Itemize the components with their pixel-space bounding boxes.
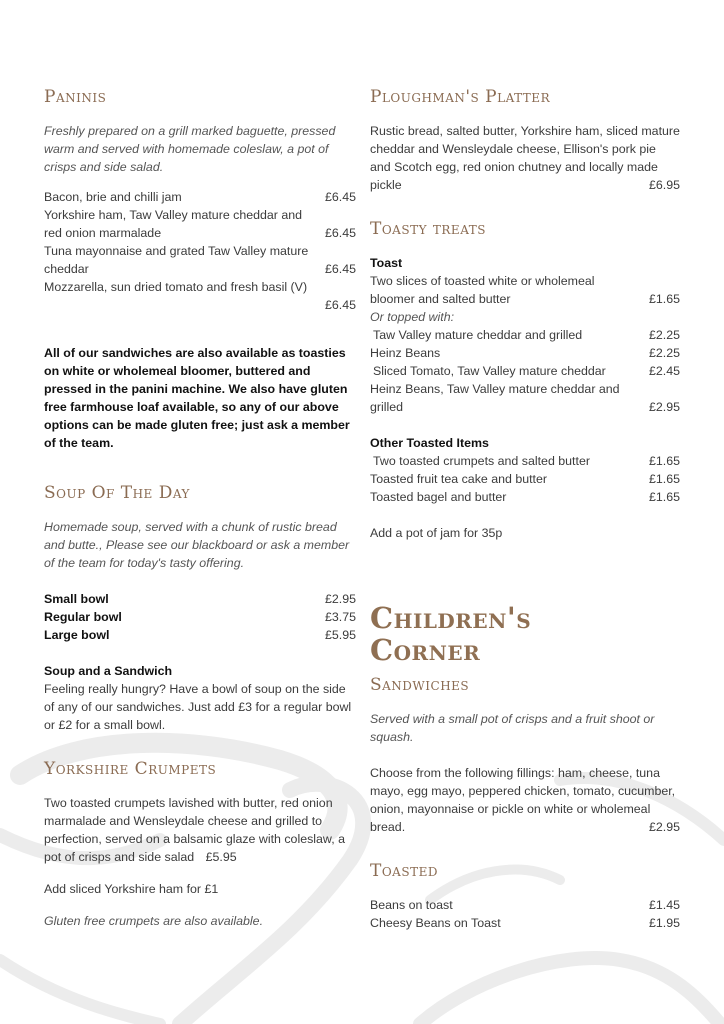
fillings-desc [370,764,680,836]
other-toasted-title: Other Toasted Items [370,436,489,450]
item-price: £2.25 [648,328,680,342]
menu-item [370,380,680,416]
item-price: £1.65 [648,454,680,468]
item-name: Cheesy Beans on Toast [370,916,501,930]
sandwiches-intro: Served with a small pot of crisps and a fruit shoot or squash. [370,712,655,744]
item-price: £2.45 [648,364,680,378]
item-price: £1.65 [648,472,680,486]
item-price: £1.95 [648,916,680,930]
childrens-title-line2: Corner [370,633,481,667]
item-price: £6.45 [324,226,356,240]
sandwiches-title: Sandwiches [370,675,470,695]
ploughman-price: £6.95 [648,178,680,192]
soup-sizes [44,590,356,644]
item-name: Yorkshire ham, Taw Valley mature cheddar and red onion marmalade [44,208,303,240]
soup-title: Soup Of The Day [44,483,190,503]
item-name: Mozzarella, sun dried tomato and fresh basil (V) [44,280,308,294]
crumpets-gf-note: Gluten free crumpets are also available. [44,914,264,928]
toast-title: Toast [370,256,403,270]
item-name: Beans on toast [370,898,453,912]
menu-item [44,590,356,608]
crumpets-addon: Add sliced Yorkshire ham for £1 [44,882,219,896]
menu-item [370,470,680,488]
menu-item [44,206,356,242]
fillings-text: Choose from the following fillings: ham, cheese, tuna mayo, egg mayo, peppered chicken, tomato, cucumber, onion, mayonnaise or pickle on white or wholemeal bread. [370,766,676,834]
item-name: Taw Valley mature cheddar and grilled [373,328,583,342]
other-toasted-list [370,452,680,506]
crumpets-price: £5.95 [205,850,237,864]
item-name: Bacon, brie and chilli jam [44,190,182,204]
crumpets-title: Yorkshire Crumpets [44,759,217,779]
item-name: Heinz Beans [370,346,441,360]
menu-item [44,626,356,644]
ploughman-title: Ploughman's Platter [370,87,551,107]
soup-intro: Homemade soup, served with a chunk of rustic bread and butte., Please see our blackboard or ask a member of the team for today's tasty offering. [44,520,350,570]
childrens-corner-title [370,602,680,666]
item-name: Heinz Beans, Taw Valley mature cheddar and grilled [370,382,620,414]
item-price: £6.45 [324,298,356,312]
soup-combo-title: Soup and a Sandwich [44,664,173,678]
item-price: £6.45 [324,190,356,204]
item-name: Two slices of toasted white or wholemeal bloomer and salted butter [370,274,595,306]
menu-item [370,488,680,506]
menu-item [44,188,356,206]
menu-item [370,362,680,380]
sandwich-notice: All of our sandwiches are also available as toasties on white or wholemeal bloomer, buttered and pressed in the panini machine. We also have gluten free farmhouse loaf available, so any of our above options can be made gluten free; just ask a member of the team. [44,346,350,450]
crumpets-desc-text: Two toasted crumpets lavished with butter, red onion marmalade and Wensleydale cheese and grilled to perfection, served on a balsamic glaze with coleslaw, a pot of crisps and side salad [44,796,345,864]
item-name: Tuna mayonnaise and grated Taw Valley mature cheddar [44,244,309,276]
left-column [44,86,356,930]
soup-combo-text: Feeling really hungry? Have a bowl of soup on the side of any of our sandwiches. Just add £3 for a regular bowl or £2 for a small bowl. [44,682,352,732]
item-price: £2.95 [324,592,356,606]
toasted-list [370,896,680,932]
paninis-intro: Freshly prepared on a grill marked baguette, pressed warm and served with homemade coleslaw, a pot of crisps and side salad. [44,124,336,174]
item-name: Regular bowl [44,610,122,624]
toasty-title: Toasty treats [370,219,486,239]
right-column [370,86,680,932]
toppings-list [370,326,680,416]
item-name: Large bowl [44,628,110,642]
ploughman-desc-text: Rustic bread, salted butter, Yorkshire ham, sliced mature cheddar and Wensleydale cheese, Ellison's pork pie and Scotch egg, red onion chutney and locally made pickle [370,124,680,192]
item-name: Sliced Tomato, Taw Valley mature cheddar [373,364,606,378]
menu-item [370,896,680,914]
menu-item [44,608,356,626]
menu-item [370,344,680,362]
ploughman-desc [370,122,680,194]
item-name: Small bowl [44,592,109,606]
fillings-price: £2.95 [648,820,680,834]
toasted-title: Toasted [370,861,438,881]
menu-item [370,272,680,308]
topped-label: Or topped with: [370,310,455,324]
menu-item [370,914,680,932]
item-price: £1.65 [648,490,680,504]
menu-item [370,326,680,344]
item-price: £2.25 [648,346,680,360]
childrens-title-line1: Children's [370,601,532,635]
item-name: Toasted fruit tea cake and butter [370,472,548,486]
item-price: £3.75 [324,610,356,624]
paninis-list [44,188,356,314]
crumpets-desc [44,794,356,866]
jam-note: Add a pot of jam for 35p [370,526,503,540]
item-price: £1.65 [648,292,680,306]
item-name: Two toasted crumpets and salted butter [373,454,590,468]
item-price: £2.95 [648,400,680,414]
item-price: £1.45 [648,898,680,912]
item-name: Toasted bagel and butter [370,490,507,504]
menu-item [44,242,356,278]
menu-item [370,452,680,470]
paninis-title: Paninis [44,87,107,107]
menu-item [44,278,356,314]
item-price: £5.95 [324,628,356,642]
item-price: £6.45 [324,262,356,276]
